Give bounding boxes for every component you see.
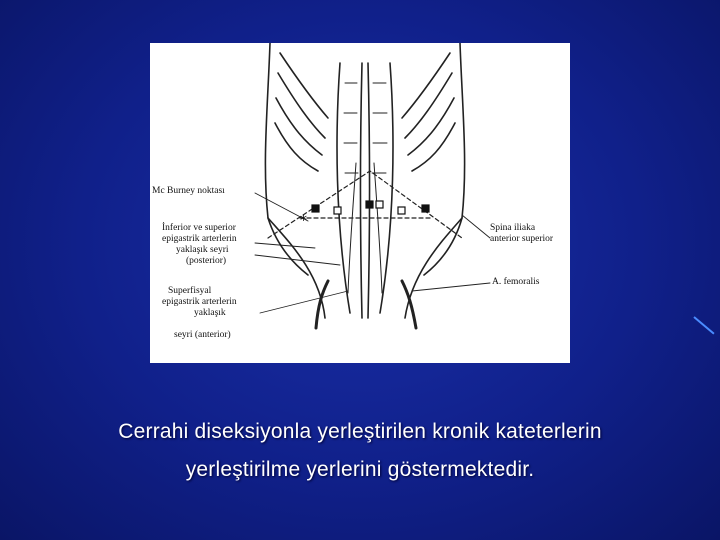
marker-filled-left	[312, 205, 319, 212]
label-femoralis: A. femoralis	[492, 277, 540, 287]
label-inferior-superior-4: (posterior)	[186, 256, 227, 266]
label-inferior-superior-2: epigastrik arterlerin	[162, 234, 237, 244]
label-spina-1: Spina iliaka	[490, 223, 536, 233]
marker-open-center	[376, 201, 383, 208]
anatomy-figure	[150, 43, 570, 363]
marker-filled-right	[422, 205, 429, 212]
label-inferior-superior-1: İnferior ve superior	[162, 223, 236, 233]
marker-filled-center	[366, 201, 373, 208]
label-superficial-2: epigastrik arterlerin	[162, 297, 237, 307]
label-superficial-3: yaklaşık	[194, 308, 226, 318]
label-superficial-1: Superfisyal	[168, 286, 212, 296]
marker-open-left	[334, 207, 341, 214]
label-mcburney: Mc Burney noktası	[152, 186, 225, 196]
caption-line-2: yerleştirilme yerlerini göstermektedir.	[185, 458, 535, 481]
asterisk-mark: *	[300, 213, 307, 229]
label-inferior-superior-3: yaklaşık seyri	[176, 245, 229, 255]
caption-line-1: Cerrahi diseksiyonla yerleştirilen kronik kateterlerin	[118, 420, 602, 443]
label-spina-2: anterior superior	[490, 234, 554, 244]
label-superficial-4: seyri (anterior)	[174, 330, 231, 340]
marker-open-right	[398, 207, 405, 214]
decorative-line	[693, 316, 714, 334]
